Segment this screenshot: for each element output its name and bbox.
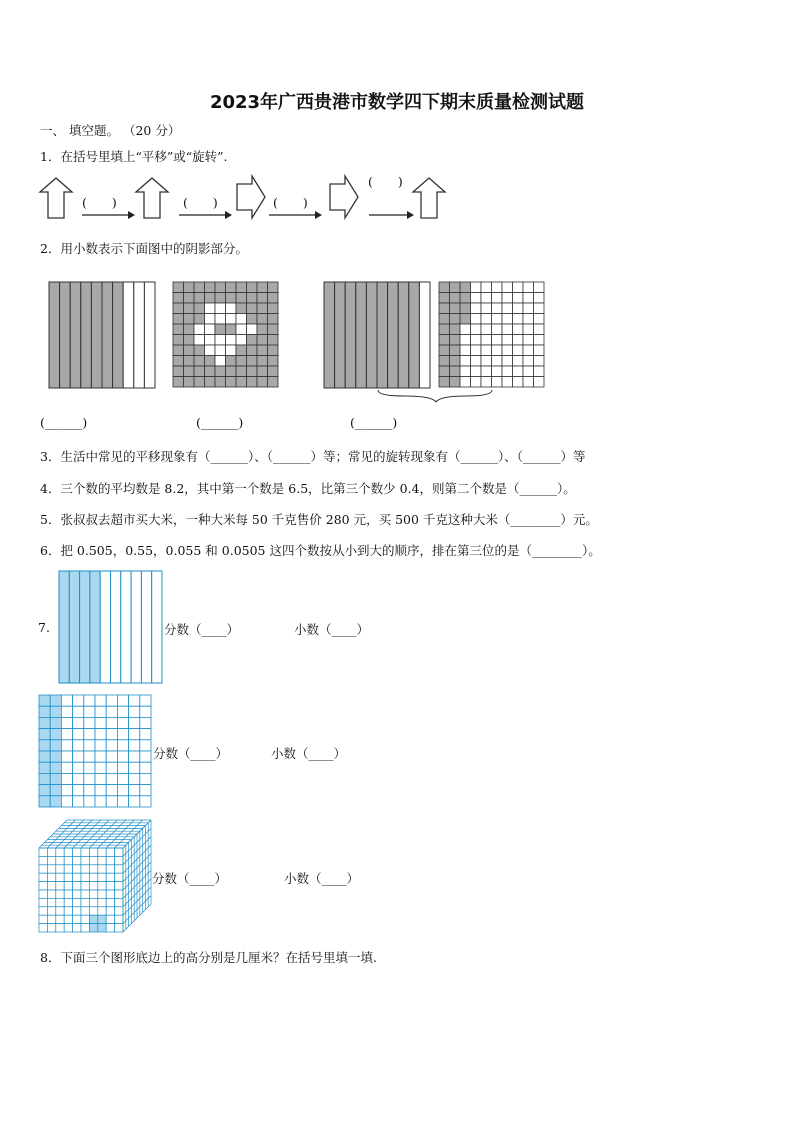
cube-front-cell — [64, 898, 72, 906]
cube-front-cell — [98, 873, 106, 881]
cube-front-cell — [106, 856, 114, 864]
strip-cell — [59, 571, 69, 683]
cube-front-cell — [39, 907, 47, 915]
cube-front-cell — [47, 907, 55, 915]
q2-answer-2[interactable]: (______) — [196, 415, 244, 430]
grid-cell — [50, 751, 61, 762]
cube-front-cell — [47, 898, 55, 906]
grid-cell — [61, 796, 72, 807]
grid-cell — [61, 740, 72, 751]
grid-cell — [95, 706, 106, 717]
cube-front-cell — [98, 924, 106, 932]
cube-front-cell — [73, 882, 81, 890]
grid-cell — [129, 717, 140, 728]
cube-front-cell — [39, 915, 47, 923]
grid-cell — [106, 751, 117, 762]
grid-cell — [39, 762, 50, 773]
grid-cell — [84, 796, 95, 807]
question-1-text: 1．在括号里填上“平移”或“旋转”. — [40, 149, 228, 164]
grid-cell — [84, 751, 95, 762]
cube-front-cell — [56, 907, 64, 915]
cube-front-cell — [81, 907, 89, 915]
cube-front-cell — [64, 856, 72, 864]
cube-front-cell — [98, 848, 106, 856]
grid-cell — [61, 695, 72, 706]
grid-cell — [39, 695, 50, 706]
grid-cell — [84, 695, 95, 706]
grid-cell — [50, 796, 61, 807]
grid-cell — [106, 740, 117, 751]
question-7-number: 7. — [38, 620, 50, 635]
grid-cell — [61, 785, 72, 796]
grid-cell — [95, 796, 106, 807]
grid-cell — [129, 785, 140, 796]
grid-cell — [129, 751, 140, 762]
grid-cell — [95, 785, 106, 796]
grid-cell — [140, 717, 151, 728]
grid-cell — [106, 695, 117, 706]
strip-cell — [90, 571, 100, 683]
cube-front-cell — [81, 873, 89, 881]
cube-front-cell — [56, 865, 64, 873]
grid-cell — [50, 740, 61, 751]
section-heading: 一、 填空题。 （20 分） — [40, 123, 181, 138]
grid-cell — [73, 740, 84, 751]
grid-cell — [50, 762, 61, 773]
grid-cell — [84, 773, 95, 784]
grid-cell — [95, 695, 106, 706]
cube-front-cell — [73, 856, 81, 864]
grid-cell — [84, 740, 95, 751]
question-4-text: 4．三个数的平均数是 8.2，其中第一个数是 6.5，比第三个数少 0.4，则第二个数是（______）。 — [40, 481, 576, 496]
strip-cell — [69, 571, 79, 683]
grid-cell — [117, 751, 128, 762]
cube-front-cell — [47, 865, 55, 873]
grid-cell — [39, 796, 50, 807]
cube-front-cell — [73, 848, 81, 856]
cube-front-cell — [39, 848, 47, 856]
cube-front-cell — [106, 873, 114, 881]
grid-cell — [129, 740, 140, 751]
cube-front-cell — [115, 856, 123, 864]
cube-front-cell — [73, 865, 81, 873]
grid-cell — [73, 717, 84, 728]
q7-fraction-3[interactable]: 分数（____） — [152, 871, 228, 886]
grid-cell — [129, 706, 140, 717]
cube-front-cell — [106, 848, 114, 856]
cube-front-cell — [106, 898, 114, 906]
cube-front-cell — [81, 856, 89, 864]
grid-cell — [106, 706, 117, 717]
cube-front-cell — [89, 873, 97, 881]
grid-cell — [117, 740, 128, 751]
grid-cell — [84, 706, 95, 717]
cube-front-cell — [56, 890, 64, 898]
grid-cell — [106, 729, 117, 740]
cube-front-cell — [115, 924, 123, 932]
q1-blank-1[interactable]: ( ) — [82, 195, 117, 210]
q7-fraction-1[interactable]: 分数（____） — [164, 622, 240, 637]
cube-front-cell — [98, 882, 106, 890]
grid-cell — [140, 785, 151, 796]
cube-front-cell — [73, 890, 81, 898]
cube-front-cell — [81, 898, 89, 906]
grid-cell — [61, 762, 72, 773]
cube-front-cell — [39, 882, 47, 890]
grid-cell — [84, 785, 95, 796]
grid-cell — [61, 717, 72, 728]
question-2-text: 2．用小数表示下面图中的阴影部分。 — [40, 241, 248, 256]
question-5-text: 5．张叔叔去超市买大米，一种大米每 50 千克售价 280 元，买 500 千克这种大米（________）元。 — [40, 512, 598, 527]
grid-cell — [73, 695, 84, 706]
cube-front-cell — [89, 890, 97, 898]
q2-answer-3[interactable]: (______) — [350, 415, 398, 430]
cube-front-cell — [81, 865, 89, 873]
cube-front-cell — [89, 924, 97, 932]
cube-front-cell — [89, 898, 97, 906]
q1-blank-4[interactable]: ( ) — [368, 174, 403, 189]
grid-cell — [95, 729, 106, 740]
grid-cell — [117, 762, 128, 773]
cube-front-cell — [81, 924, 89, 932]
cube-front-cell — [47, 915, 55, 923]
cube-front-cell — [106, 907, 114, 915]
cube-front-cell — [106, 882, 114, 890]
grid-cell — [140, 796, 151, 807]
cube-front-cell — [115, 865, 123, 873]
grid-cell — [129, 796, 140, 807]
cube-front-cell — [106, 915, 114, 923]
strip-cell — [131, 571, 141, 683]
grid-cell — [106, 773, 117, 784]
grid-cell — [50, 773, 61, 784]
grid-cell — [73, 706, 84, 717]
grid-cell — [84, 717, 95, 728]
cube-front-cell — [64, 882, 72, 890]
cube-front-cell — [81, 882, 89, 890]
q7-fraction-2[interactable]: 分数（____） — [153, 746, 229, 761]
grid-cell — [39, 785, 50, 796]
q1-blank-3[interactable]: ( ) — [273, 195, 308, 210]
cube-front-cell — [56, 882, 64, 890]
cube-front-cell — [73, 915, 81, 923]
grid-cell — [50, 706, 61, 717]
grid-cell — [61, 773, 72, 784]
cube-front-cell — [39, 873, 47, 881]
grid-cell — [39, 751, 50, 762]
cube-front-cell — [106, 924, 114, 932]
grid-cell — [117, 729, 128, 740]
grid-cell — [39, 706, 50, 717]
cube-front-cell — [81, 915, 89, 923]
grid-cell — [129, 695, 140, 706]
cube-front-cell — [56, 898, 64, 906]
grid-cell — [140, 729, 151, 740]
cube-front-cell — [98, 865, 106, 873]
grid-cell — [117, 695, 128, 706]
cube-front-cell — [39, 898, 47, 906]
grid-cell — [73, 729, 84, 740]
cube-front-cell — [47, 882, 55, 890]
cube-front-cell — [98, 856, 106, 864]
cube-front-cell — [39, 890, 47, 898]
q1-blank-2[interactable]: ( ) — [183, 195, 218, 210]
question-6-text: 6．把 0.505，0.55，0.055 和 0.0505 这四个数按从小到大的顺序，排在第三位的是（________）。 — [40, 543, 601, 558]
cube-front-cell — [64, 924, 72, 932]
grid-cell — [84, 762, 95, 773]
cube-front-cell — [81, 890, 89, 898]
cube-front-cell — [56, 873, 64, 881]
strip-cell — [152, 571, 162, 683]
cube-front-cell — [115, 873, 123, 881]
cube-front-cell — [89, 865, 97, 873]
grid-cell — [129, 773, 140, 784]
grid-cell — [140, 773, 151, 784]
grid-cell — [73, 796, 84, 807]
cube-front-cell — [39, 865, 47, 873]
grid-cell — [106, 762, 117, 773]
grid-cell — [117, 796, 128, 807]
cube-front-cell — [89, 915, 97, 923]
grid-cell — [140, 740, 151, 751]
grid-cell — [73, 751, 84, 762]
cube-front-cell — [39, 856, 47, 864]
grid-cell — [50, 695, 61, 706]
cube-front-cell — [115, 882, 123, 890]
question-8-text: 8．下面三个图形底边上的高分别是几厘米？在括号里填一填. — [40, 950, 377, 965]
cube-front-cell — [106, 865, 114, 873]
grid-cell — [61, 751, 72, 762]
grid-cell — [117, 706, 128, 717]
cube-front-cell — [115, 907, 123, 915]
q7-decimal-3[interactable]: 小数（____） — [284, 871, 360, 886]
cube-front-cell — [98, 907, 106, 915]
q7-decimal-1[interactable]: 小数（____） — [294, 622, 370, 637]
cube-front-cell — [47, 848, 55, 856]
grid-cell — [95, 751, 106, 762]
grid-cell — [129, 762, 140, 773]
grid-cell — [95, 740, 106, 751]
grid-cell — [117, 773, 128, 784]
grid-cell — [73, 762, 84, 773]
grid-cell — [39, 740, 50, 751]
cube-front-cell — [64, 873, 72, 881]
grid-cell — [129, 729, 140, 740]
question-3-text: 3．生活中常见的平移现象有（______）、（______）等；常见的旋转现象有（______）、（______）等 — [40, 449, 586, 464]
strip-cell — [111, 571, 121, 683]
cube-front-cell — [47, 873, 55, 881]
grid-cell — [50, 729, 61, 740]
grid-cell — [117, 717, 128, 728]
cube-front-cell — [64, 915, 72, 923]
strip-cell — [80, 571, 90, 683]
grid-cell — [73, 773, 84, 784]
grid-cell — [140, 762, 151, 773]
grid-cell — [117, 785, 128, 796]
grid-cell — [39, 773, 50, 784]
strip-cell — [100, 571, 110, 683]
page-title: 2023年广西贵港市数学四下期末质量检测试题 — [209, 92, 585, 113]
cube-front-cell — [89, 856, 97, 864]
grid-cell — [106, 796, 117, 807]
cube-front-cell — [98, 915, 106, 923]
cube-front-cell — [89, 882, 97, 890]
cube-front-cell — [47, 890, 55, 898]
cube-front-cell — [73, 898, 81, 906]
cube-front-cell — [73, 907, 81, 915]
grid-cell — [39, 729, 50, 740]
grid-cell — [140, 695, 151, 706]
grid-cell — [61, 729, 72, 740]
cube-front-cell — [73, 924, 81, 932]
cube-front-cell — [115, 848, 123, 856]
grid-cell — [106, 717, 117, 728]
cube-front-cell — [56, 848, 64, 856]
grid-cell — [50, 785, 61, 796]
grid-cell — [50, 717, 61, 728]
grid-cell — [140, 751, 151, 762]
cube-front-cell — [89, 907, 97, 915]
strip-cell — [121, 571, 131, 683]
cube-front-cell — [64, 848, 72, 856]
q7-decimal-2[interactable]: 小数（____） — [271, 746, 347, 761]
cube-front-cell — [47, 924, 55, 932]
cube-front-cell — [56, 856, 64, 864]
cube-front-cell — [98, 898, 106, 906]
cube-front-cell — [47, 856, 55, 864]
cube-front-cell — [106, 890, 114, 898]
cube-front-cell — [89, 848, 97, 856]
strip-cell — [141, 571, 151, 683]
grid-cell — [61, 706, 72, 717]
cube-front-cell — [73, 873, 81, 881]
grid-cell — [140, 706, 151, 717]
grid-cell — [84, 729, 95, 740]
grid-cell — [106, 785, 117, 796]
q2-answer-1[interactable]: (______) — [40, 415, 88, 430]
cube-front-cell — [56, 915, 64, 923]
cube-front-cell — [115, 890, 123, 898]
grid-cell — [73, 785, 84, 796]
grid-cell — [39, 717, 50, 728]
grid-cell — [95, 717, 106, 728]
cube-front-cell — [115, 898, 123, 906]
cube-front-cell — [64, 865, 72, 873]
cube-front-cell — [64, 907, 72, 915]
cube-front-cell — [115, 915, 123, 923]
cube-front-cell — [56, 924, 64, 932]
cube-front-cell — [81, 848, 89, 856]
cube-front-cell — [64, 890, 72, 898]
cube-front-cell — [98, 890, 106, 898]
cube-front-cell — [39, 924, 47, 932]
grid-cell — [95, 762, 106, 773]
grid-cell — [95, 773, 106, 784]
